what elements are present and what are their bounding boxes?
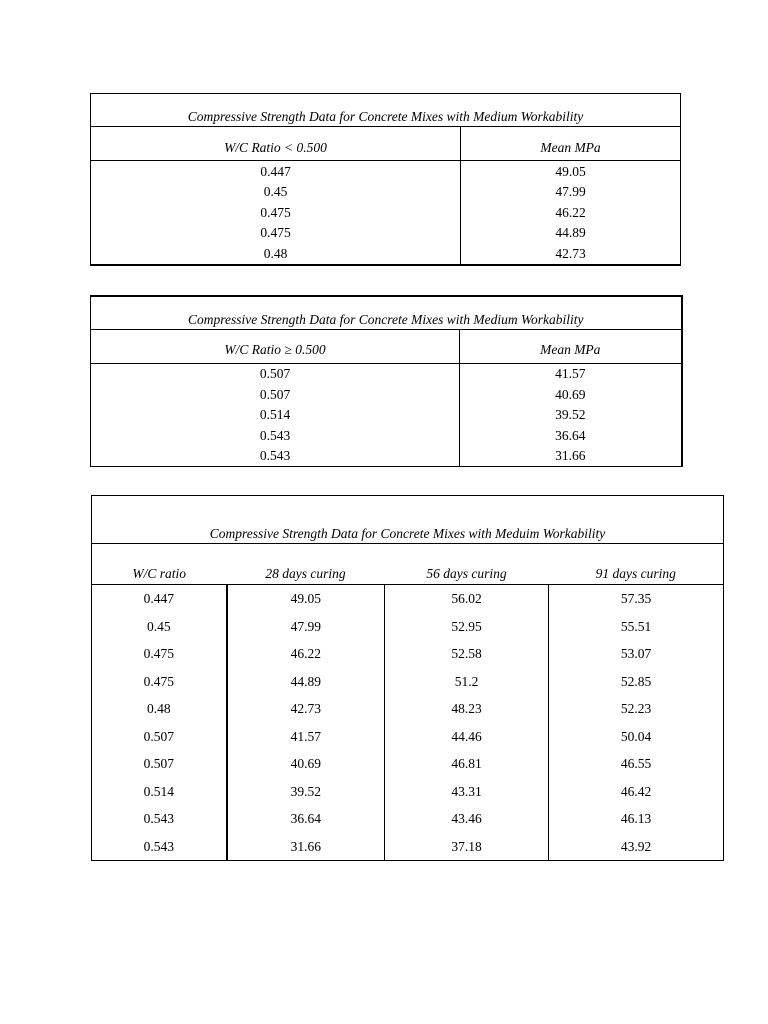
strength-56-days-cell: 46.81 — [385, 750, 549, 778]
strength-28-days-cell: 31.66 — [227, 833, 385, 861]
wc-ratio-cell: 0.543 — [92, 833, 227, 861]
mean-mpa-cell: 42.73 — [555, 245, 586, 261]
table-title: Compressive Strength Data for Concrete Mixes with Medium Workability — [91, 296, 682, 329]
wc-ratio-cell: 0.475 — [91, 223, 461, 244]
wc-ratio-cell: 0.48 — [92, 695, 227, 723]
table-row — [91, 223, 681, 244]
strength-91-days-cell: 46.55 — [549, 750, 724, 778]
table-row — [91, 363, 682, 384]
strength-table-curing — [91, 495, 724, 861]
table-row — [92, 695, 724, 723]
mean-mpa-cell: 40.69 — [555, 386, 586, 402]
strength-91-days-cell: 55.51 — [549, 613, 724, 641]
wc-ratio-cell: 0.48 — [91, 243, 461, 265]
table-row — [91, 182, 681, 203]
strength-91-days-cell: 57.35 — [549, 585, 724, 613]
mean-mpa-cell: 31.66 — [555, 448, 586, 464]
column-header-wc-ratio: W/C Ratio < 0.500 — [91, 127, 461, 161]
strength-28-days-cell: 44.89 — [227, 668, 385, 696]
strength-91-days-cell: 43.92 — [549, 833, 724, 861]
column-header-56-days: 56 days curing — [385, 544, 549, 585]
table-row — [91, 446, 682, 467]
strength-table-low-wc — [90, 93, 681, 266]
table-title: Compressive Strength Data for Concrete Mixes with Medium Workability — [91, 94, 681, 127]
strength-28-days-cell: 47.99 — [227, 613, 385, 641]
strength-table-high-wc — [90, 295, 683, 467]
wc-ratio-cell: 0.45 — [91, 182, 461, 203]
table-row — [91, 405, 682, 426]
column-header-mean-mpa: Mean MPa — [460, 329, 682, 363]
strength-91-days-cell: 52.85 — [549, 668, 724, 696]
strength-56-days-cell: 44.46 — [385, 723, 549, 751]
wc-ratio-cell: 0.543 — [92, 805, 227, 833]
strength-91-days-cell: 53.07 — [549, 640, 724, 668]
table-row — [92, 613, 724, 641]
wc-ratio-cell: 0.447 — [91, 161, 461, 182]
wc-ratio-cell: 0.475 — [92, 640, 227, 668]
strength-56-days-cell: 43.31 — [385, 778, 549, 806]
table-header-row — [91, 127, 681, 161]
strength-56-days-cell: 37.18 — [385, 833, 549, 861]
table-row — [91, 202, 681, 223]
strength-91-days-cell: 50.04 — [549, 723, 724, 751]
strength-91-days-cell: 52.23 — [549, 695, 724, 723]
column-header-91-days: 91 days curing — [549, 544, 724, 585]
column-header-28-days: 28 days curing — [227, 544, 385, 585]
table-title-row — [92, 496, 724, 544]
table-row — [91, 425, 682, 446]
wc-ratio-cell: 0.507 — [91, 384, 460, 405]
table-row — [92, 723, 724, 751]
table-row — [91, 161, 681, 182]
strength-28-days-cell: 41.57 — [227, 723, 385, 751]
table-row — [92, 833, 724, 861]
mean-mpa-cell: 44.89 — [555, 225, 586, 241]
mean-mpa-cell: 49.05 — [555, 163, 586, 179]
wc-ratio-cell: 0.514 — [92, 778, 227, 806]
table-title-row — [91, 94, 681, 127]
strength-91-days-cell: 46.42 — [549, 778, 724, 806]
mean-mpa-cell: 46.22 — [555, 204, 586, 220]
strength-91-days-cell: 46.13 — [549, 805, 724, 833]
wc-ratio-cell: 0.507 — [91, 363, 460, 384]
table-row — [92, 640, 724, 668]
table-title: Compressive Strength Data for Concrete Mixes with Meduim Workability — [92, 496, 724, 544]
table-title-row — [91, 296, 682, 329]
table-row — [91, 384, 682, 405]
column-header-wc-ratio: W/C Ratio ≥ 0.500 — [91, 329, 460, 363]
wc-ratio-cell: 0.543 — [91, 446, 460, 467]
wc-ratio-cell: 0.475 — [92, 668, 227, 696]
strength-56-days-cell: 52.58 — [385, 640, 549, 668]
mean-mpa-cell: 36.64 — [555, 427, 586, 443]
column-header-wc-ratio: W/C ratio — [92, 544, 227, 585]
table-row — [91, 243, 681, 265]
table-row — [92, 750, 724, 778]
strength-28-days-cell: 36.64 — [227, 805, 385, 833]
strength-28-days-cell: 46.22 — [227, 640, 385, 668]
table-row — [92, 585, 724, 613]
wc-ratio-cell: 0.447 — [92, 585, 227, 613]
wc-ratio-cell: 0.475 — [91, 202, 461, 223]
table-header-row — [91, 329, 682, 363]
mean-mpa-cell: 41.57 — [555, 366, 586, 382]
table-row — [92, 668, 724, 696]
wc-ratio-cell: 0.507 — [92, 723, 227, 751]
table-header-row — [92, 544, 724, 585]
strength-28-days-cell: 42.73 — [227, 695, 385, 723]
strength-28-days-cell: 40.69 — [227, 750, 385, 778]
strength-56-days-cell: 51.2 — [385, 668, 549, 696]
strength-56-days-cell: 56.02 — [385, 585, 549, 613]
strength-56-days-cell: 52.95 — [385, 613, 549, 641]
wc-ratio-cell: 0.514 — [91, 405, 460, 426]
wc-ratio-cell: 0.45 — [92, 613, 227, 641]
table-row — [92, 778, 724, 806]
strength-28-days-cell: 49.05 — [227, 585, 385, 613]
strength-28-days-cell: 39.52 — [227, 778, 385, 806]
wc-ratio-cell: 0.507 — [92, 750, 227, 778]
mean-mpa-cell: 47.99 — [555, 184, 586, 200]
strength-56-days-cell: 43.46 — [385, 805, 549, 833]
wc-ratio-cell: 0.543 — [91, 425, 460, 446]
table-row — [92, 805, 724, 833]
strength-56-days-cell: 48.23 — [385, 695, 549, 723]
column-header-mean-mpa: Mean MPa — [461, 127, 681, 161]
mean-mpa-cell: 39.52 — [555, 407, 586, 423]
